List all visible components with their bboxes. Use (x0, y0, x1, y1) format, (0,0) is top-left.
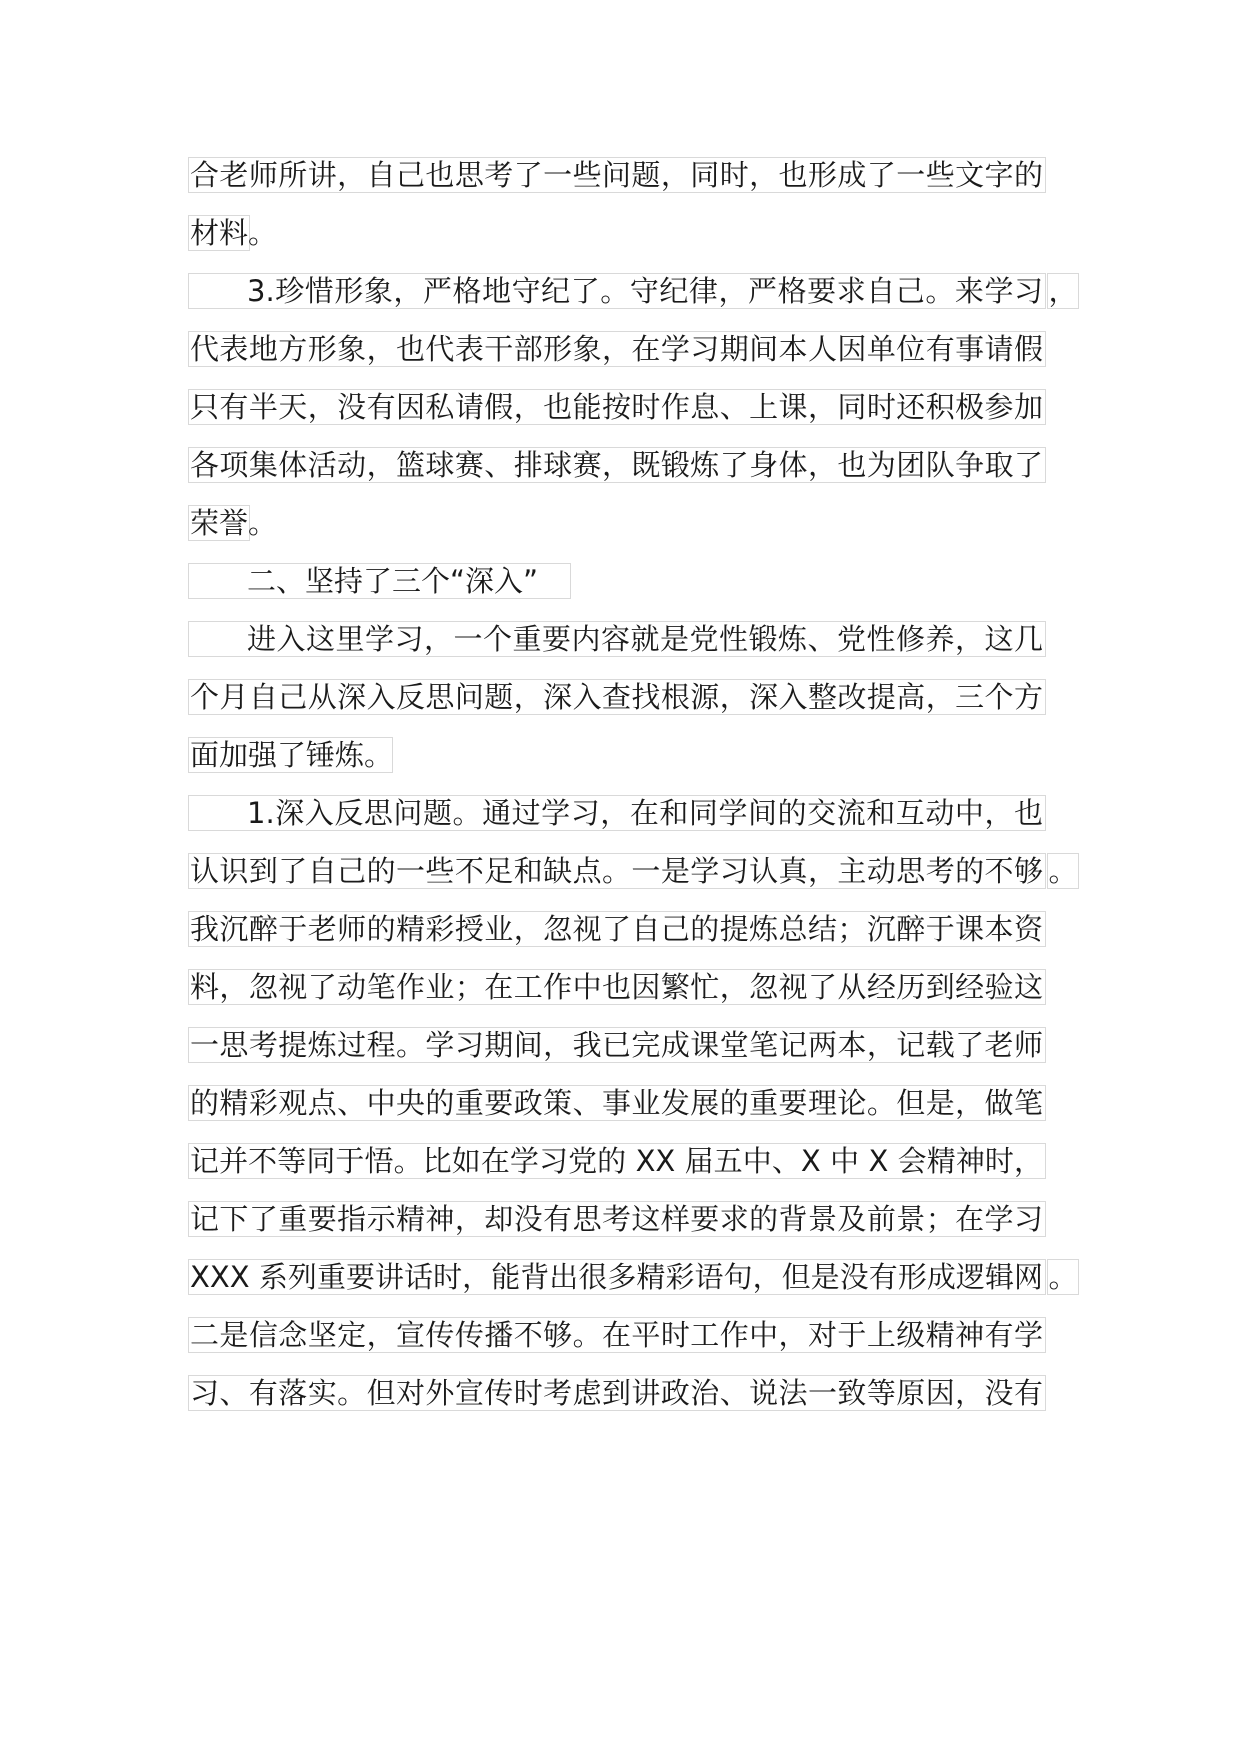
text-line: 各项集体活动，篮球赛、排球赛，既锻炼了身体，也为团队争取了 (188, 447, 1046, 483)
text-line: 我沉醉于老师的精彩授业，忽视了自己的提炼总结；沉醉于课本资 (188, 911, 1046, 947)
text-line: 习、有落实。但对外宣传时考虑到讲政治、说法一致等原因，没有 (188, 1375, 1046, 1411)
text-line-tail: 。 (1048, 1260, 1078, 1294)
text-line: 进入这里学习，一个重要内容就是党性锻炼、党性修养，这几 (188, 621, 1046, 657)
text-line: 合老师所讲，自己也思考了一些问题，同时，也形成了一些文字的 (188, 157, 1046, 193)
text-line: 只有半天，没有因私请假，也能按时作息、上课，同时还积极参加 (188, 389, 1046, 425)
text-line-tail: 。 (1048, 854, 1078, 888)
text-line: 记并不等同于悟。比如在学习党的 XX 届五中、X 中 X 会精神时， (188, 1143, 1046, 1179)
section-heading: 二、坚持了三个“深入” (188, 563, 571, 599)
text-line: 一思考提炼过程。学习期间，我已完成课堂笔记两本，记载了老师 (188, 1027, 1046, 1063)
text-line: 记下了重要指示精神，却没有思考这样要求的背景及前景；在学习 (188, 1201, 1046, 1237)
text-line-tail: ， (1048, 274, 1078, 308)
text-line: 荣誉。 (190, 506, 278, 540)
text-line: 1.深入反思问题。通过学习，在和同学间的交流和互动中，也 (188, 795, 1046, 831)
text-line: 个月自己从深入反思问题，深入查找根源，深入整改提高，三个方 (188, 679, 1046, 715)
text-line: 二是信念坚定，宣传传播不够。在平时工作中，对于上级精神有学 (188, 1317, 1046, 1353)
text-line: 代表地方形象，也代表干部形象，在学习期间本人因单位有事请假 (188, 331, 1046, 367)
text-line: 的精彩观点、中央的重要政策、事业发展的重要理论。但是，做笔 (188, 1085, 1046, 1121)
text-line: 材料。 (190, 216, 278, 250)
text-line: 3.珍惜形象，严格地守纪了。守纪律，严格要求自己。来学习 (188, 273, 1046, 309)
text-line: 面加强了锤炼。 (190, 738, 394, 772)
text-line: 料，忽视了动笔作业；在工作中也因繁忙，忽视了从经历到经验这 (188, 969, 1046, 1005)
text-line: 认识到了自己的一些不足和缺点。一是学习认真，主动思考的不够 (188, 853, 1046, 889)
text-line: XXX 系列重要讲话时，能背出很多精彩语句，但是没有形成逻辑网 (188, 1259, 1046, 1295)
